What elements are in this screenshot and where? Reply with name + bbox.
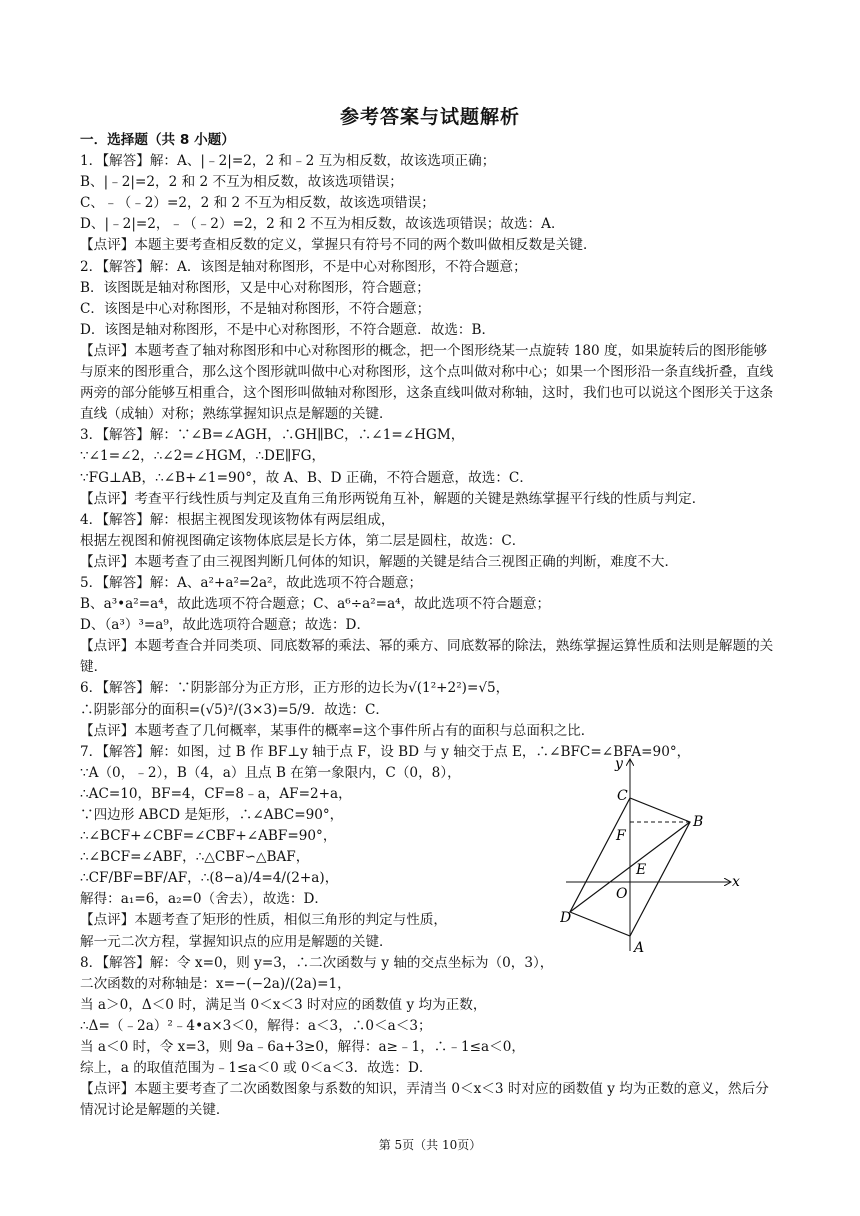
label-a: A [634,939,645,956]
text-line: 【点评】本题考查了几何概率，某事件的概率=这个事件所占有的面积与总面积之比． [80,722,595,739]
text-line: C、﹣（﹣2）=2，2 和 2 不互为相反数，故该选项错误； [80,195,435,212]
text-line: C．该图是中心对称图形，不是轴对称图形，不符合题意； [80,300,431,317]
label-x: x [732,873,740,890]
section-heading: 一．选择题（共 8 小题） [80,132,235,148]
text-line: B、|﹣2|=2，2 和 2 不互为相反数，故该选项错误； [80,174,403,191]
text-line: 当 a＞0，Δ＜0 时，满足当 0＜x＜3 时对应的函数值 y 均为正数， [80,996,487,1013]
text-line: ∴CF/BF=BF/AF，∴(8−a)/4=4/(2+a)， [80,870,339,887]
text-line: 当 a＜0 时，令 x=3，则 9a﹣6a+3≥0，解得：a≥﹣1，∴﹣1≤a＜0， [80,1039,525,1056]
text-line: 解一元二次方程，掌握知识点的应用是解题的关键． [80,933,393,950]
label-d: D [560,909,572,926]
text-line: ∵FG⊥AB，∴∠B+∠1=90°，故 A、B、D 正确，不符合题意，故选：C． [80,469,533,486]
label-c: C [617,787,628,804]
text-line: ∴Δ=（﹣2a）²﹣4•a×3＜0，解得：a＜3，∴0＜a＜3； [80,1017,432,1034]
text-line: 解得：a₁=6，a₂=0（舍去），故选：D． [80,891,329,908]
text-line: D．该图是轴对称图形，不是中心对称图形，不符合题意．故选：B． [80,321,496,338]
rectangle-figure [560,756,760,966]
text-paragraph: 【点评】本题考查合并同类项、同底数幂的乘法、幂的乘方、同底数幂的除法，熟练掌握运算性质和法则是解题的关键． [80,638,774,676]
text-line: 综上，a 的取值范围为﹣1≤a＜0 或 0＜a＜3．故选：D． [80,1060,433,1077]
text-line: B、a³•a²=a⁴，故此选项不符合题意；C、a⁶÷a²=a⁴，故此选项不符合题意； [80,596,551,613]
answer-content [80,130,780,1121]
label-o: O [616,885,628,902]
text-line: 8．【解答】解：令 x=0，则 y=3，∴二次函数与 y 轴的交点坐标为（0，3）， [80,954,554,971]
text-line: B．该图既是轴对称图形，又是中心对称图形，符合题意； [80,279,430,296]
text-line: 二次函数的对称轴是：x=−(−2a)/(2a)=1， [80,975,351,992]
text-line: 1．【解答】解：A、|﹣2|=2，2 和﹣2 互为相反数，故该选项正确； [80,153,496,170]
text-line: ∵∠1=∠2，∴∠2=∠HGM，∴DE∥FG， [80,448,326,465]
question-7-block [80,742,780,956]
label-f: F [616,827,626,844]
text-line: 6．【解答】解：∵阴影部分为正方形，正方形的边长为√(1²+2²)=√5， [80,680,510,697]
label-b: B [693,813,704,830]
page-title: 参考答案与试题解析 [339,106,520,128]
text-line: 【点评】本题主要考查相反数的定义，掌握只有符号不同的两个数叫做相反数是关键． [80,237,597,254]
text-line: ∴∠BCF+∠CBF=∠CBF+∠ABF=90°， [80,828,337,845]
text-line: D、|﹣2|=2，﹣（﹣2）=2，2 和 2 不互为相反数，故该选项错误；故选：A． [80,216,565,233]
label-e: E [636,861,647,878]
text-paragraph: 【点评】本题考查了轴对称图形和中心对称图形的概念，把一个图形绕某一点旋转 180 度，如果旋转后的图形能够与原来的图形重合，那么这个图形就叫做中心对称图形，这个点叫做对称中心；如果一个图形沿一条直线折叠，直线两旁的部分能够互相重合，这个图形叫做轴对称图形，这条直线叫做对称轴，这时，我们也可以说这个图形关于这条直线（成轴）对称；熟练掌握知识点是解题的关键． [80,342,774,423]
text-line: 5．【解答】解：A、a²+a²=2a²，故此选项不符合题意； [80,574,423,591]
label-y: y [615,755,623,772]
text-line: D、（a³）³=a⁹，故此选项符合题意；故选：D． [80,617,371,634]
text-line: 【点评】考查平行线性质与判定及直角三角形两锐角互补，解题的关键是熟练掌握平行线的性质与判定． [80,490,706,507]
text-line: 7．【解答】解：如图，过 B 作 BF⊥y 轴于点 F，设 BD 与 y 轴交于点 E，∴∠BFC=∠BFA=90°， [80,743,691,760]
text-line: ∴阴影部分的面积=(√5)²/(3×3)=5/9．故选：C． [80,701,390,718]
text-line: 4．【解答】解：根据主视图发现该物体有两层组成， [80,511,395,528]
text-paragraph: 【点评】本题主要考查了二次函数图象与系数的知识，弄清当 0＜x＜3 时对应的函数值 y 均为正数的意义，然后分情况讨论是解题的关键． [80,1081,769,1119]
page-footer: 第 5页（共 10页） [378,1138,482,1152]
text-line: ∴AC=10，BF=4，CF=8﹣a，AF=2+a， [80,785,352,802]
text-line: 2．【解答】解：A．该图是轴对称图形，不是中心对称图形，不符合题意； [80,258,527,275]
text-line: ∵四边形 ABCD 是矩形，∴∠ABC=90°， [80,807,344,823]
text-line: ∵A（0，﹣2），B（4，a）且点 B 在第一象限内，C（0，8）， [80,764,461,781]
text-line: 根据左视图和俯视图确定该物体底层是长方体，第二层是圆柱，故选：C． [80,532,526,549]
text-line: ∴∠BCF=∠ABF，∴△CBF∽△BAF， [80,849,310,866]
text-line: 【点评】本题考查了由三视图判断几何体的知识，解题的关键是结合三视图正确的判断，难度不大． [80,553,679,570]
text-line: 3．【解答】解：∵∠B=∠AGH，∴GH∥BC，∴∠1=∠HGM， [80,427,465,444]
text-line: 【点评】本题考查了矩形的性质，相似三角形的判定与性质， [80,912,448,929]
